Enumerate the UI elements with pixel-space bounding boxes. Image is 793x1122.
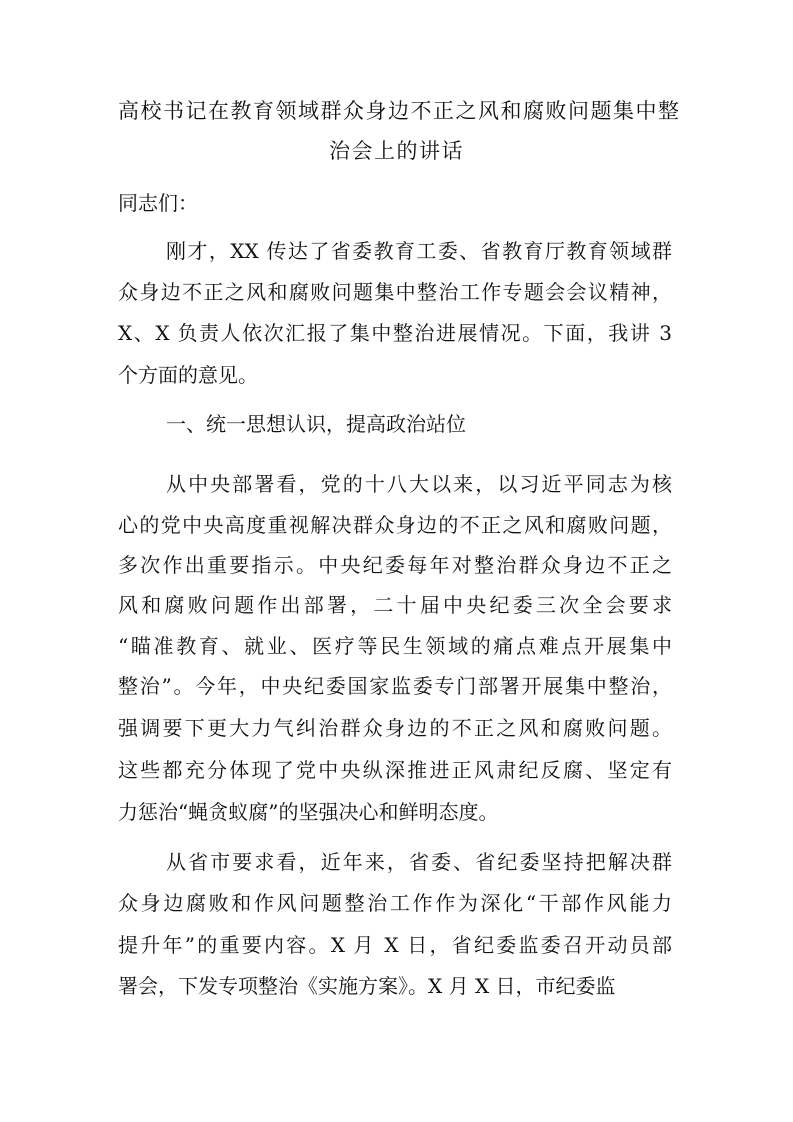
paragraph-line: 风和腐败问题作出部署，二十届中央纪委三次全会要求 bbox=[118, 593, 672, 617]
paragraph-line: 众身边腐败和作风问题整治工作作为深化“干部作风能力 bbox=[118, 891, 672, 915]
paragraph-line: 力惩治“蝇贪蚁腐”的坚强决心和鲜明态度。 bbox=[118, 800, 499, 824]
document-title-line-1: 高校书记在教育领域群众身边不正之风和腐败问题集中整 bbox=[118, 99, 681, 123]
paragraph-line: 从中央部署看，党的十八大以来，以习近平同志为核 bbox=[166, 472, 672, 496]
paragraph-line: X、X 负责人依次汇报了集中整治进展情况。下面，我讲 3 bbox=[118, 321, 672, 345]
paragraph-line: 提升年”的重要内容。X 月 X 日，省纪委监委召开动员部 bbox=[118, 933, 672, 957]
paragraph-line: 多次作出重要指示。中央纪委每年对整治群众身边不正之 bbox=[118, 553, 672, 577]
paragraph-line: 众身边不正之风和腐败问题集中整治工作专题会会议精神， bbox=[118, 280, 672, 304]
paragraph-line: 强调要下更大力气纠治群众身边的不正之风和腐败问题。 bbox=[118, 716, 672, 740]
paragraph-line: 从省市要求看，近年来，省委、省纪委坚持把解决群 bbox=[166, 850, 672, 874]
paragraph-line: “瞄准教育、就业、医疗等民生领域的痛点难点开展集中 bbox=[118, 634, 672, 658]
document-title-line-2: 治会上的讲话 bbox=[329, 139, 464, 163]
section-heading: 一、统一思想认识，提高政治站位 bbox=[166, 412, 466, 436]
paragraph-line: 心的党中央高度重视解决群众身边的不正之风和腐败问题， bbox=[118, 513, 672, 537]
paragraph-line: 刚才，XX 传达了省委教育工委、省教育厅教育领域群 bbox=[166, 239, 672, 263]
paragraph-line: 这些都充分体现了党中央纵深推进正风肃纪反腐、坚定有 bbox=[118, 758, 672, 782]
paragraph-line: 整治”。今年，中央纪委国家监委专门部署开展集中整治， bbox=[118, 674, 672, 698]
paragraph-line: 个方面的意见。 bbox=[118, 363, 258, 387]
salutation: 同志们： bbox=[118, 191, 198, 215]
paragraph-line: 署会，下发专项整治《实施方案》。X 月 X 日，市纪委监 bbox=[118, 974, 616, 998]
